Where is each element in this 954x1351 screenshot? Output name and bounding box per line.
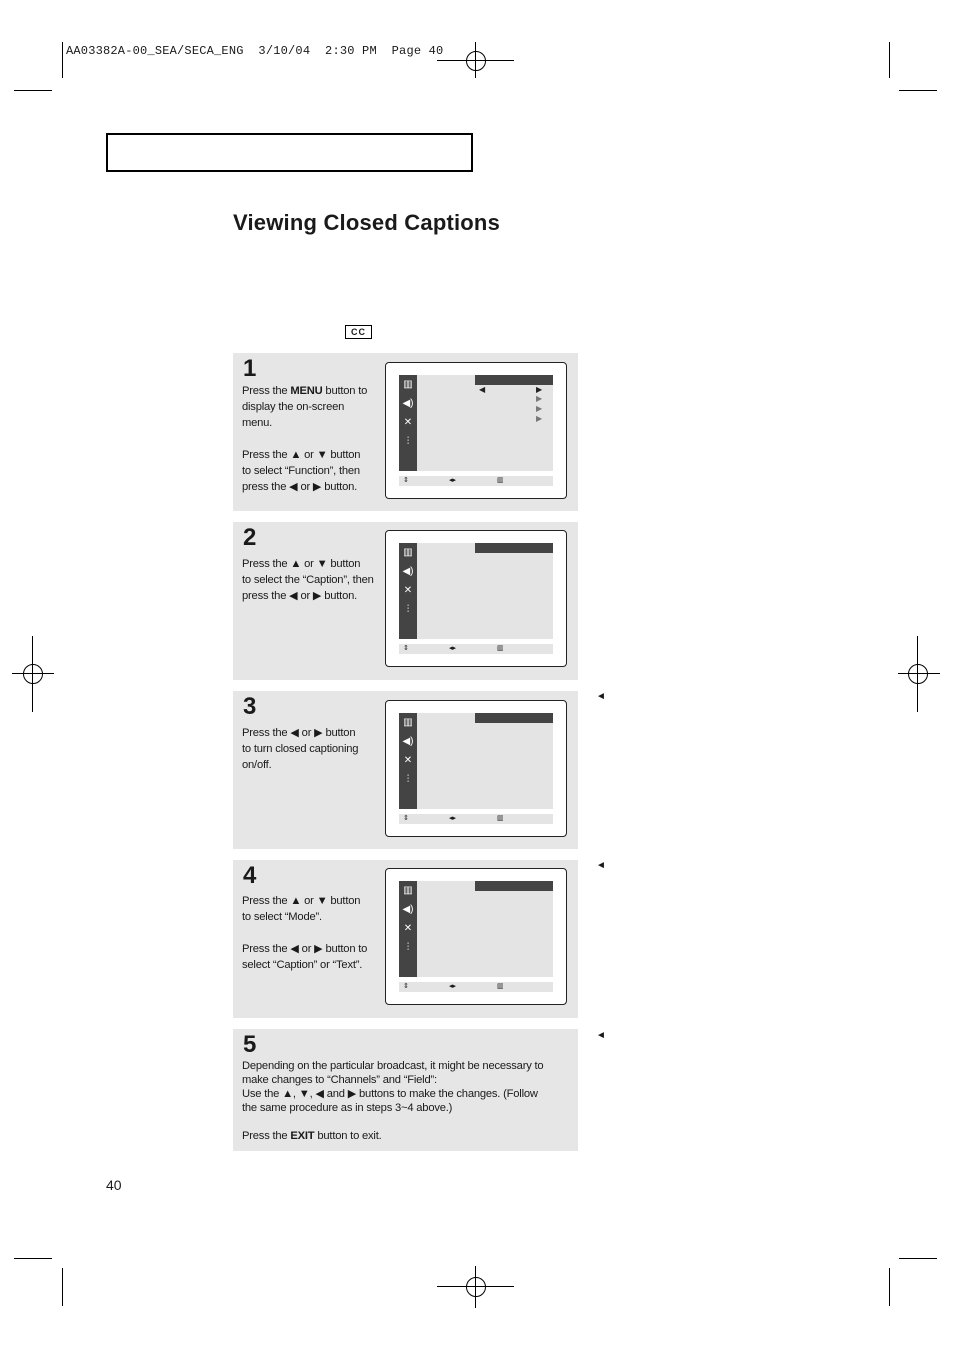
osd-screen-illustration [385, 700, 567, 837]
crop-mark [12, 673, 54, 674]
instruction-text: select “Caption” or “Text”. [242, 959, 363, 971]
instruction-line [242, 588, 374, 604]
setup-icon: ⫶ [406, 436, 410, 447]
instruction-line [242, 1114, 543, 1128]
osd-footer-bar [399, 814, 553, 824]
instruction-line [242, 1072, 543, 1086]
instruction-text: Press the ◀ or ▶ button to [242, 943, 368, 955]
instruction-line [242, 383, 367, 399]
instruction-text: menu. [242, 417, 273, 429]
instruction-line [242, 556, 374, 572]
osd-footer-bar [399, 982, 553, 992]
crop-mark [917, 636, 918, 712]
instruction-text: display the on-screen [242, 401, 345, 413]
button-name: EXIT [290, 1130, 315, 1142]
instruction-line [242, 431, 367, 447]
instruction-line [242, 957, 367, 973]
sound-icon: ◀) [402, 736, 414, 747]
instruction-line [242, 909, 367, 925]
sound-icon: ◀) [402, 566, 414, 577]
crop-mark [32, 636, 33, 712]
osd-icon-column [399, 375, 417, 471]
crop-mark [889, 1268, 890, 1306]
right-arrow-icon: ▶ [536, 414, 543, 423]
instruction-text: Press the ▲ or ▼ button [242, 558, 361, 570]
instruction-text: Press the [242, 1130, 291, 1142]
sound-icon: ◀) [402, 904, 414, 915]
step-1-panel [233, 353, 578, 511]
osd-menu-panel [417, 543, 553, 639]
step-instructions [242, 383, 367, 495]
move-icon: ⇕ [403, 815, 409, 822]
step-number: 2 [243, 524, 257, 551]
crop-mark [14, 90, 52, 91]
instruction-line [242, 941, 367, 957]
instruction-line [242, 1100, 543, 1114]
instruction-text: the same procedure as in steps 3~4 above.) [242, 1102, 453, 1114]
setup-icon: ⫶ [406, 942, 410, 953]
instruction-line [242, 757, 358, 773]
instruction-text: to select “Function”, then [242, 465, 360, 477]
picture-icon: ▥ [403, 547, 413, 558]
step-instructions [242, 556, 374, 604]
instruction-line [242, 925, 367, 941]
osd-title-bar [475, 543, 553, 553]
cc-badge: CC [345, 325, 372, 339]
instruction-text: press the ◀ or ▶ button. [242, 590, 358, 602]
instruction-line [242, 893, 367, 909]
page-title: Viewing Closed Captions [233, 210, 501, 235]
instruction-text: Press the ▲ or ▼ button [242, 895, 361, 907]
osd-icon-column [399, 713, 417, 809]
instruction-text: Depending on the particular broadcast, it might be necessary to [242, 1060, 544, 1072]
side-arrow-mark: ◄ [596, 1030, 606, 1041]
menu-icon: ▥ [497, 983, 504, 990]
step-2-panel [233, 522, 578, 680]
osd-menu-panel [417, 881, 553, 977]
osd-icon-column [399, 881, 417, 977]
instruction-text: button to exit. [314, 1130, 382, 1142]
step-number: 3 [243, 693, 257, 720]
instruction-text: press the ◀ or ▶ button. [242, 481, 358, 493]
adjust-icon: ◂▸ [449, 645, 457, 652]
step-number: 5 [243, 1031, 257, 1058]
channel-icon: ✕ [403, 585, 413, 596]
osd-title-bar [475, 713, 553, 723]
crop-mark [898, 673, 940, 674]
page-number: 40 [106, 1177, 122, 1193]
right-arrow-icon: ▶ [536, 394, 543, 403]
instruction-text: on/off. [242, 759, 272, 771]
registration-mark [466, 1277, 486, 1297]
instruction-text: Press the ▲ or ▼ button [242, 449, 361, 461]
setup-icon: ⫶ [406, 774, 410, 785]
osd-title-bar [475, 375, 553, 385]
crop-mark [475, 42, 476, 78]
picture-icon: ▥ [403, 379, 413, 390]
step-5-panel [233, 1029, 578, 1151]
crop-mark [899, 1258, 937, 1259]
instruction-text: Press the [242, 385, 291, 397]
osd-screen-illustration [385, 362, 567, 499]
channel-icon: ✕ [403, 417, 413, 428]
button-name: MENU [290, 385, 323, 397]
osd-menu-panel [417, 713, 553, 809]
registration-mark [908, 664, 928, 684]
osd-footer-bar [399, 644, 553, 654]
crop-mark [14, 1258, 52, 1259]
instruction-text: Press the ◀ or ▶ button [242, 727, 356, 739]
side-arrow-mark: ◄ [596, 691, 606, 702]
instruction-line [242, 1086, 543, 1100]
channel-icon: ✕ [403, 923, 413, 934]
osd-screen-illustration [385, 530, 567, 667]
instruction-line [242, 1128, 543, 1142]
crop-mark [475, 1266, 476, 1308]
channel-icon: ✕ [403, 755, 413, 766]
instruction-line [242, 1058, 543, 1072]
instruction-text: make changes to “Channels” and “Field”: [242, 1074, 437, 1086]
instruction-text: to select “Mode”. [242, 911, 322, 923]
instruction-line [242, 741, 358, 757]
instruction-line [242, 479, 367, 495]
osd-footer-bar [399, 476, 553, 486]
move-icon: ⇕ [403, 477, 409, 484]
step-instructions [242, 893, 367, 973]
crop-mark [899, 90, 937, 91]
left-arrow-icon: ◀ [479, 385, 486, 394]
step-number: 1 [243, 355, 257, 382]
right-arrow-icon: ▶ [536, 404, 543, 413]
move-icon: ⇕ [403, 645, 409, 652]
instruction-text: Use the ▲, ▼, ◀ and ▶ buttons to make the changes. (Follow [242, 1088, 538, 1100]
side-arrow-mark: ◄ [596, 860, 606, 871]
menu-icon: ▥ [497, 645, 504, 652]
menu-icon: ▥ [497, 815, 504, 822]
section-header-box [106, 133, 473, 172]
osd-screen-illustration [385, 868, 567, 1005]
crop-mark [62, 1268, 63, 1306]
step-instructions [242, 1058, 543, 1142]
instruction-text: to select the “Caption”, then [242, 574, 374, 586]
print-slug: AA03382A-00_SEA/SECA_ENG 3/10/04 2:30 PM Page 40 [66, 44, 444, 58]
registration-mark [23, 664, 43, 684]
instruction-text: button to [322, 385, 368, 397]
sound-icon: ◀) [402, 398, 414, 409]
instruction-line [242, 415, 367, 431]
instruction-text: to turn closed captioning [242, 743, 359, 755]
instruction-line [242, 447, 367, 463]
step-number: 4 [243, 862, 257, 889]
instruction-line [242, 572, 374, 588]
adjust-icon: ◂▸ [449, 815, 457, 822]
adjust-icon: ◂▸ [449, 983, 457, 990]
picture-icon: ▥ [403, 885, 413, 896]
instruction-line [242, 725, 358, 741]
crop-mark [889, 42, 890, 78]
step-3-panel [233, 691, 578, 849]
instruction-line [242, 463, 367, 479]
move-icon: ⇕ [403, 983, 409, 990]
menu-icon: ▥ [497, 477, 504, 484]
adjust-icon: ◂▸ [449, 477, 457, 484]
setup-icon: ⫶ [406, 604, 410, 615]
right-arrow-icon: ▶ [536, 385, 543, 394]
osd-icon-column [399, 543, 417, 639]
registration-mark [466, 51, 486, 71]
step-4-panel [233, 860, 578, 1018]
picture-icon: ▥ [403, 717, 413, 728]
instruction-line [242, 399, 367, 415]
osd-title-bar [475, 881, 553, 891]
crop-mark [62, 42, 63, 78]
step-instructions [242, 725, 358, 773]
